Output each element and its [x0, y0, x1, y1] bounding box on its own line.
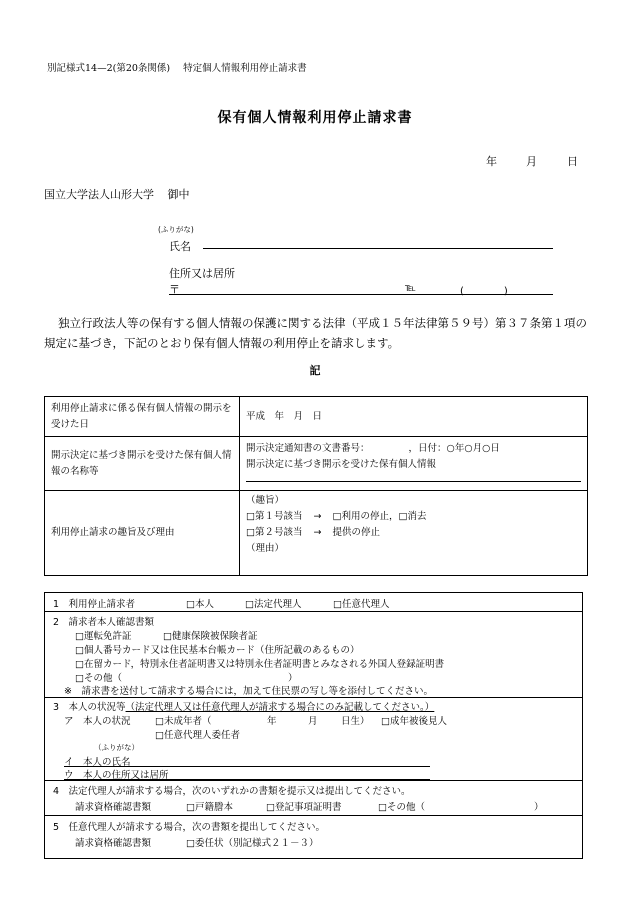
minor-checkbox[interactable]: □未成年者（ — [155, 716, 212, 727]
applicant-address-label: 住所又は居所 — [169, 267, 235, 280]
date-day: 日 — [567, 155, 578, 168]
document-title: 保有個人情報利用停止請求書 — [217, 110, 413, 126]
registry-cert-checkbox[interactable]: □登記事項証明書 — [266, 802, 342, 813]
section-divider — [45, 611, 582, 612]
form-ref-number: 別記様式14—2(第20条関係) — [47, 63, 171, 74]
disclosed-info-line — [246, 481, 581, 482]
intro-paragraph: 独立行政法人等の保有する個人情報の保護に関する法律（平成１５年法律第５９号）第３７条第１項の規定に基づき，下記のとおり保有個人情報の利用停止を請求します。 — [44, 316, 587, 350]
date-year: 年 — [486, 155, 497, 168]
requester-agent-checkbox[interactable]: □任意代理人 — [333, 599, 390, 610]
addressee-name: 国立大学法人山形大学 — [44, 188, 154, 201]
notice-number-label: 開示決定通知書の文書番号： — [246, 443, 370, 454]
purpose-heading: （趣旨） — [246, 495, 285, 506]
form-reference — [47, 60, 307, 74]
section-divider — [45, 815, 582, 816]
drivers-license-checkbox[interactable]: □運転免許証 — [75, 631, 132, 642]
person-status-note: （法定代理人又は任意代理人が請求する場合にのみ記載してください。） — [125, 702, 435, 713]
requester-info-box — [44, 592, 583, 859]
agent-principal-checkbox[interactable]: □任意代理人委任者 — [155, 730, 240, 741]
option-clause2-action: 提供の停止 — [332, 527, 381, 538]
arrow-icon: → — [313, 527, 322, 538]
arrow-icon: → — [313, 511, 322, 522]
reason-heading: （理由） — [246, 543, 285, 554]
applicant-furigana-label: (ふりがな) — [158, 225, 194, 234]
disclosed-info-label: 開示決定に基づき開示を受けた保有個人情報の名称等 — [45, 437, 240, 491]
addressee — [44, 186, 190, 202]
option-clause2-checkbox[interactable]: □第２号該当 — [246, 527, 303, 538]
other-doc-checkbox[interactable]: □その他（ — [75, 673, 122, 684]
person-furigana-label: （ふりがな） — [94, 743, 139, 752]
disclosed-info-value[interactable] — [240, 437, 588, 491]
requester-self-checkbox[interactable]: □本人 — [186, 599, 214, 610]
notice-date-label: ，日付：○年○月○日 — [408, 443, 500, 454]
requester-type-label: 1 利用停止請求者 — [53, 599, 136, 610]
id-docs-title: 2 請求者本人確認書類 — [53, 617, 155, 628]
family-register-checkbox[interactable]: □戸籍謄本 — [186, 802, 233, 813]
person-status-title — [53, 699, 434, 713]
my-number-card-checkbox[interactable]: □個人番号カード又は住民基本台帳カード（住所記載のあるもの） — [75, 645, 360, 656]
person-address-label: ウ 本人の住所又は居所 — [64, 770, 169, 781]
legal-rep-docs-label: 請求資格確認書類 — [75, 802, 152, 813]
legal-rep-other-close: ） — [534, 802, 544, 813]
birth-year-label: 年 — [267, 716, 277, 727]
residence-note: ※ 請求書を送付して請求する場合には，加えて住民票の写し等を添付してください。 — [64, 686, 433, 697]
health-insurance-checkbox[interactable]: □健康保険被保険者証 — [163, 631, 258, 642]
table-row — [45, 437, 588, 491]
table-row — [45, 397, 588, 437]
purpose-reason-value[interactable] — [240, 491, 588, 576]
residence-card-checkbox[interactable]: □在留カード，特別永住者証明書又は特別永住者証明書とみなされる外国人登録証明書 — [75, 659, 445, 670]
adult-ward-checkbox[interactable]: □成年被後見人 — [381, 716, 447, 727]
person-status-heading: 3 本人の状況等 — [53, 702, 126, 713]
postal-mark: 〒 — [169, 283, 180, 296]
table-row — [45, 491, 588, 576]
section-divider — [45, 697, 582, 698]
birth-day-label: 日生） — [341, 716, 370, 727]
applicant-name-field[interactable] — [203, 248, 553, 249]
power-of-attorney-checkbox[interactable]: □委任状（別記様式２１－３） — [186, 838, 319, 849]
purpose-reason-label: 利用停止請求の趣旨及び理由 — [45, 491, 240, 576]
applicant-address-field[interactable] — [169, 294, 553, 295]
legal-rep-other-checkbox[interactable]: □その他（ — [378, 802, 425, 813]
disclosure-date-label: 利用停止請求に係る保有個人情報の開示を受けた日 — [45, 397, 240, 437]
date-month: 月 — [526, 155, 537, 168]
request-details-table — [44, 396, 588, 576]
ki-heading: 記 — [309, 364, 321, 377]
applicant-name-label: 氏名 — [169, 240, 191, 253]
form-ref-name: 特定個人情報利用停止請求書 — [183, 63, 307, 74]
disclosure-date-text: 平成 年 月 日 — [246, 410, 323, 422]
legal-rep-docs-title: 4 法定代理人が請求する場合，次のいずれかの書類を提示又は提出してください。 — [53, 786, 411, 797]
tel-mark: ℡ — [405, 283, 416, 294]
agent-docs-label: 請求資格確認書類 — [75, 838, 152, 849]
other-doc-close: ） — [288, 673, 298, 684]
disclosed-info-name-label: 開示決定に基づき開示を受けた保有個人情報 — [246, 459, 437, 470]
status-label: ア 本人の状況 — [64, 716, 131, 727]
addressee-honorific: 御中 — [167, 188, 190, 201]
birth-month-label: 月 — [308, 716, 318, 727]
section-divider — [45, 780, 582, 781]
requester-legal-rep-checkbox[interactable]: □法定代理人 — [245, 599, 302, 610]
tel-paren: ( ) — [460, 286, 508, 297]
option-clause1-actions[interactable]: □利用の停止，□消去 — [332, 511, 427, 522]
agent-docs-title: 5 任意代理人が請求する場合，次の書類を提出してください。 — [53, 822, 326, 833]
person-name-label: イ 本人の氏名 — [64, 757, 131, 768]
option-clause1-checkbox[interactable]: □第１号該当 — [246, 511, 303, 522]
disclosure-date-value[interactable] — [240, 397, 588, 437]
